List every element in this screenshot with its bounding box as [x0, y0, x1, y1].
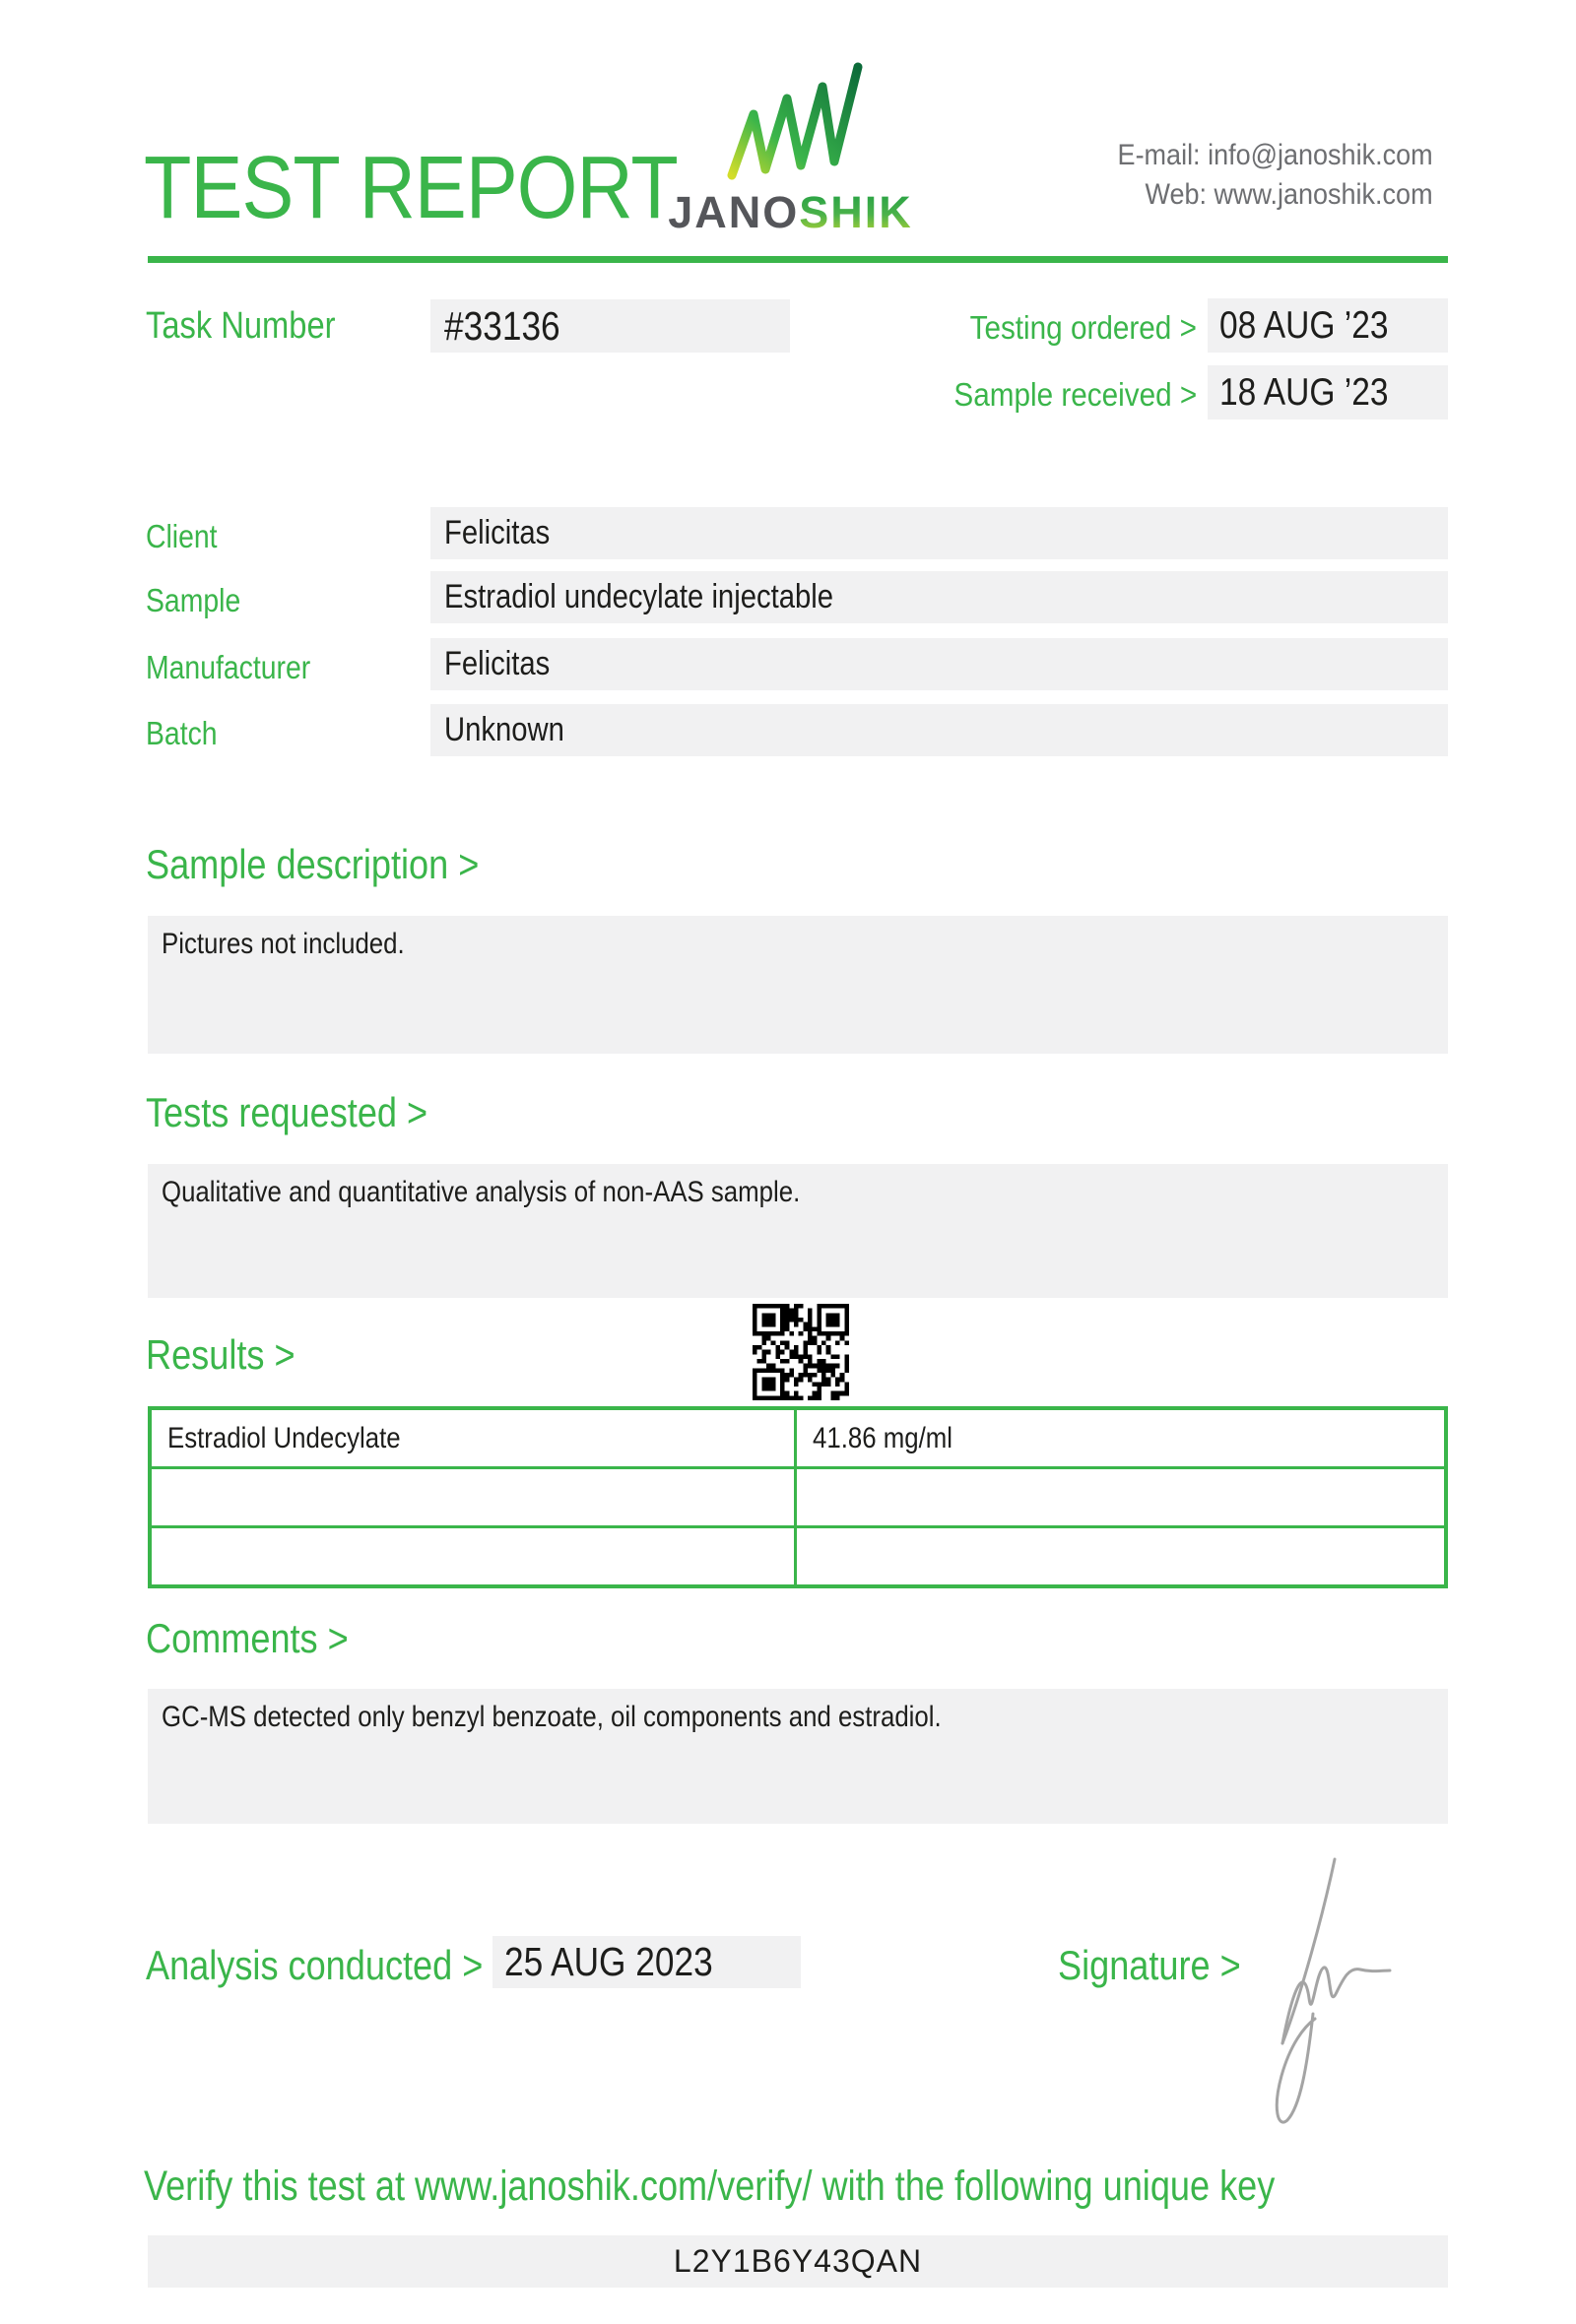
- result-row: [150, 1408, 1446, 1468]
- tests-requested-text: Qualitative and quantitative analysis of non-AAS sample.: [162, 1176, 801, 1208]
- chart-logo-icon: [724, 59, 872, 181]
- tests-requested-heading: Tests requested >: [146, 1089, 428, 1135]
- header-divider: [148, 256, 1448, 263]
- brand-wordmark-right: SHIK: [799, 187, 913, 237]
- tests-requested-box: [148, 1164, 1448, 1298]
- manufacturer-label: Manufacturer: [146, 649, 311, 685]
- results-heading: Results >: [146, 1331, 296, 1378]
- sample-description-heading: Sample description >: [146, 841, 480, 887]
- task-number-value: #33136: [444, 302, 560, 349]
- signature-scribble: [1226, 1817, 1453, 2142]
- sample-description-box: [148, 916, 1448, 1054]
- task-number-box: [430, 299, 790, 353]
- client-value: Felicitas: [444, 514, 551, 551]
- verify-text: Verify this test at www.janoshik.com/verify/ with the following unique key: [144, 2163, 1276, 2210]
- result-value: [795, 1468, 1446, 1527]
- testing-ordered-value: 08 AUG ’23: [1219, 303, 1389, 347]
- signature-label: Signature >: [1058, 1942, 1241, 1988]
- result-value: [795, 1527, 1446, 1587]
- result-row: [150, 1527, 1446, 1587]
- comments-box: [148, 1689, 1448, 1824]
- batch-value: Unknown: [444, 711, 564, 748]
- testing-ordered-box: [1208, 298, 1448, 353]
- qr-code: [753, 1304, 849, 1400]
- page-title: TEST REPORT: [144, 139, 678, 237]
- email-line: E-mail: info@janoshik.com: [1117, 139, 1433, 171]
- sample-received-label: Sample received >: [953, 376, 1197, 413]
- sample-received-value: 18 AUG ’23: [1219, 370, 1389, 414]
- results-table: [148, 1406, 1448, 1588]
- analysis-date-box: [492, 1936, 801, 1988]
- contact-block: [1083, 136, 1433, 215]
- verify-key-box: [148, 2235, 1448, 2288]
- sample-label: Sample: [146, 582, 241, 618]
- client-label: Client: [146, 518, 218, 554]
- sample-box: [430, 571, 1448, 623]
- result-row: [150, 1468, 1446, 1527]
- client-box: [430, 507, 1448, 559]
- manufacturer-value: Felicitas: [444, 645, 551, 682]
- sample-received-box: [1208, 365, 1448, 420]
- comments-heading: Comments >: [146, 1615, 349, 1661]
- web-line: Web: www.janoshik.com: [1145, 178, 1433, 211]
- analysis-date-value: 25 AUG 2023: [504, 1939, 713, 1984]
- brand-wordmark: [665, 187, 916, 238]
- result-value: 41.86 mg/ml: [795, 1408, 1446, 1468]
- batch-box: [430, 704, 1448, 756]
- sample-value: Estradiol undecylate injectable: [444, 578, 833, 615]
- result-analyte: [150, 1468, 795, 1527]
- manufacturer-box: [430, 638, 1448, 690]
- batch-label: Batch: [146, 715, 218, 751]
- sample-description-text: Pictures not included.: [162, 928, 405, 960]
- result-analyte: Estradiol Undecylate: [150, 1408, 795, 1468]
- task-number-label: Task Number: [146, 305, 336, 347]
- comments-text: GC-MS detected only benzyl benzoate, oil components and estradiol.: [162, 1701, 942, 1733]
- analysis-conducted-label: Analysis conducted >: [146, 1942, 484, 1988]
- result-analyte: [150, 1527, 795, 1587]
- verify-key: L2Y1B6Y43QAN: [673, 2243, 923, 2279]
- brand-wordmark-left: JANO: [668, 187, 800, 237]
- testing-ordered-label: Testing ordered >: [969, 309, 1197, 346]
